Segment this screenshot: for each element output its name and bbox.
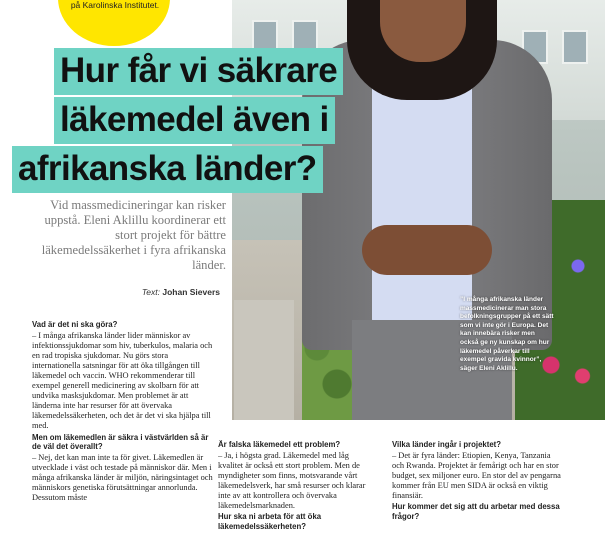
paragraph: – Ja, i högsta grad. Läkemedel med låg kvalitet är också ett stort problem. Men de myndigheter som finns, motsvarande vårt läkemedelsverk, har små resurser och klarar inte av att kontrollera och övervaka läkemedelsmarknaden. bbox=[218, 450, 366, 511]
body-column-1 bbox=[32, 320, 216, 550]
question: Vad är det ni ska göra? bbox=[32, 320, 118, 329]
headline bbox=[0, 48, 360, 195]
byline-label: Text: bbox=[141, 287, 160, 297]
photo-window bbox=[562, 30, 588, 64]
headline-line-2: läkemedel även i bbox=[54, 97, 335, 144]
photo-post bbox=[234, 300, 294, 420]
question: Är falska läkemedel ett problem? bbox=[218, 440, 341, 449]
headline-line-1: Hur får vi säkrare bbox=[54, 48, 343, 95]
question: Hur ska ni arbeta för att öka läkemedelssäkerheten? bbox=[218, 512, 322, 531]
badge-text: på Karolinska Institutet. bbox=[70, 0, 160, 10]
question: Men om läkemedlen är säkra i västvärlden så är de väl det överallt? bbox=[32, 432, 209, 452]
body-column-3 bbox=[392, 440, 562, 550]
question: Hur kommer det sig att du arbetar med dessa frågor? bbox=[392, 502, 560, 521]
paragraph: – I många afrikanska länder lider människor av infektionssjukdomar som hiv, tuberkulos, malaria och en rad tropiska sjukdomar. Nu görs stora internationella satsningar för att öka tillgången till läkemedel och vaccin. WHO rekommenderar till exempel generell medicinering av skolbarn för att undvika masksjukdomar. Men problemet är att länderna inte har resurser för att övervaka läkemedelssäkerheten, och det är det vi ska hjälpa till med. bbox=[32, 330, 213, 431]
byline-author: Johan Sievers bbox=[162, 287, 220, 297]
paragraph: – Nej, det kan man inte ta för givet. Läkemedlen är utvecklade i väst och testade på människor där. Men i många afrikanska länder är miljön, näringsintaget och människors genetiska förutsättningar annorlunda. Dessutom måste bbox=[32, 452, 213, 503]
photo-caption: ”I många afrikanska länder massmedicinerar man stora befolkningsgrupper på ett sätt som vi inte gör i Europa. Det kan innebära risker men också ge ny kunskap om hur läkemedel påverkar till exempel gravida kvinnor”, säger Eleni Aklillu. bbox=[460, 296, 554, 372]
ingress: Vid massmedicineringar kan risker uppstå. Eleni Aklillu koordinerar ett stort projekt för bättre läkemedelssäkerhet i fyra afrikanska länder. bbox=[41, 198, 226, 272]
paragraph: – Det är fyra länder: Etiopien, Kenya, Tanzania och Rwanda. Projektet är femårigt och har en stor budget, sex miljoner euro. En stor del av pengarna kommer från EU men SIDA är också en viktig finansiär. bbox=[392, 450, 561, 500]
byline bbox=[40, 287, 220, 297]
question: Vilka länder ingår i projektet? bbox=[392, 440, 502, 449]
headline-line-3: afrikanska länder? bbox=[12, 146, 323, 193]
body-column-2 bbox=[218, 440, 368, 550]
photo-hands bbox=[362, 225, 492, 275]
